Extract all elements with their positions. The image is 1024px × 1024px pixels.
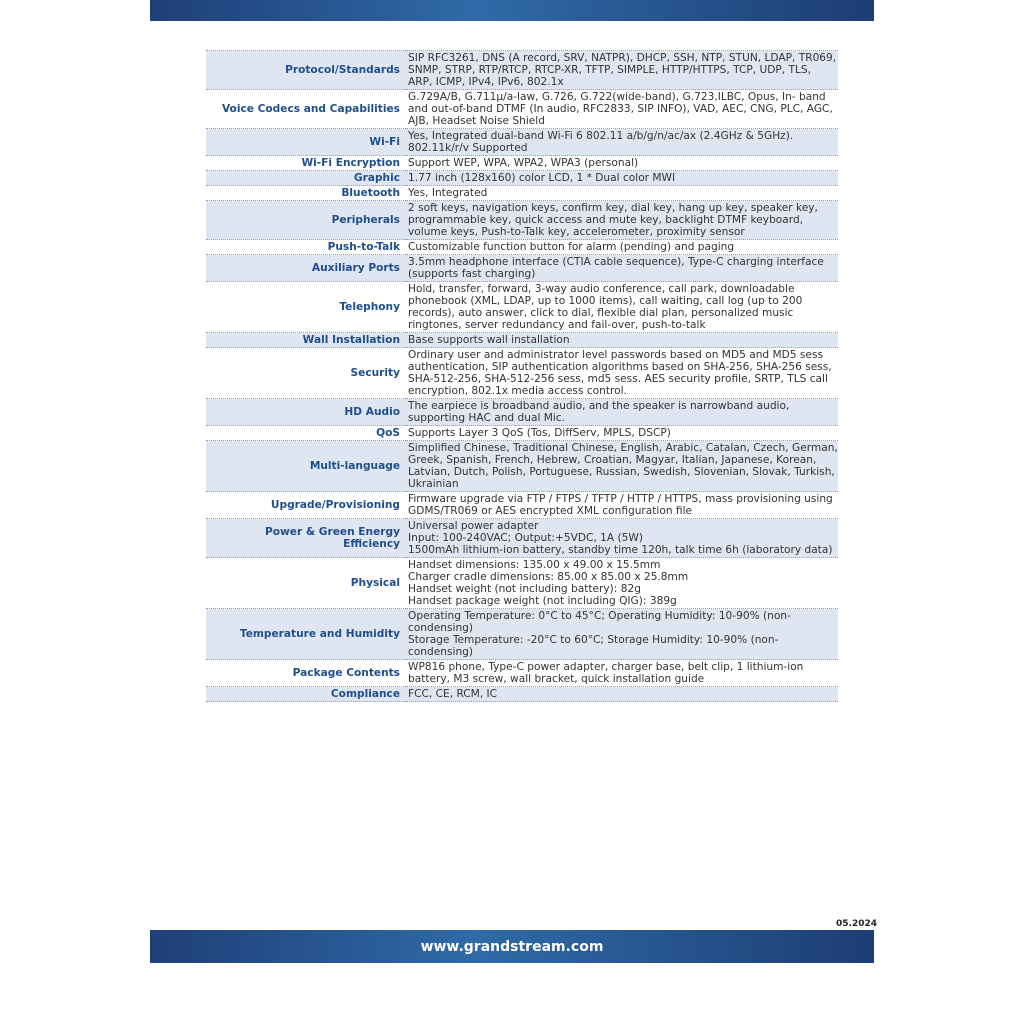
spec-value-push-to-talk: Customizable function button for alarm (pending) and paging [406,240,838,255]
spec-value-qos: Supports Layer 3 QoS (Tos, DiffServ, MPLS, DSCP) [406,426,838,441]
spec-row [206,399,838,426]
spec-value-upgrade-provisioning: Firmware upgrade via FTP / FTPS / TFTP / HTTP / HTTPS, mass provisioning using GDMS/TR069 or AES encrypted XML configuration file [406,492,838,519]
spec-value-bluetooth: Yes, Integrated [406,186,838,201]
spec-row [206,558,838,609]
spec-value-wifi-encryption: Support WEP, WPA, WPA2, WPA3 (personal) [406,156,838,171]
spec-label-peripherals: Peripherals [206,201,406,240]
spec-row [206,201,838,240]
spec-label-push-to-talk: Push-to-Talk [206,240,406,255]
spec-row [206,240,838,255]
spec-label-hd-audio: HD Audio [206,399,406,426]
spec-value-peripherals: 2 soft keys, navigation keys, confirm key, dial key, hang up key, speaker key, programmable key, quick access and mute key, backlight DTMF keyboard, volume keys, Push-to-Talk key, accelerometer, proximity sensor [406,201,838,240]
spec-value-protocol: SIP RFC3261, DNS (A record, SRV, NATPR), DHCP, SSH, NTP, STUN, LDAP, TR069, SNMP, STRP, RTP/RTCP, RTCP-XR, TFTP, SIMPLE, HTTP/HTTPS, TCP, UDP, TLS, ARP, ICMP, IPv4, IPv6, 802.1x [408,52,837,88]
spec-row [206,687,838,702]
spec-row [206,660,838,687]
spec-value-compliance: FCC, CE, RCM, IC [406,687,838,702]
document-date: 05.2024 [836,919,877,929]
spec-label-protocol: Protocol/Standards [206,51,406,90]
spec-value-power: Universal power adapter Input: 100-240VAC; Output:+5VDC, 1A (5W) 1500mAh lithium-ion battery, standby time 120h, talk time 6h (laboratory data) [406,519,838,558]
spec-row [206,255,838,282]
spec-label-compliance: Compliance [206,687,406,702]
footer-banner [150,930,874,963]
spec-value-security: Ordinary user and administrator level passwords based on MD5 and MD5 sess authentication, SIP authentication algorithms based on SHA-256, SHA-256 sess, SHA-512-256, SHA-512-256 sess, md5 sess. AES security profile, SRTP, TLS call encryption, 802.1x media access control. [406,348,838,399]
spec-label-graphic: Graphic [206,171,406,186]
spec-value-temperature-humidity: Operating Temperature: 0°C to 45°C; Operating Humidity: 10-90% (non-condensing) Storage Temperature: -20°C to 60°C; Storage Humidity: 10-90% (non-condensing) [406,609,838,660]
spec-value-hd-audio: The earpiece is broadband audio, and the speaker is narrowband audio, supporting HAC and dual Mic. [406,399,838,426]
spec-label-wall-installation: Wall Installation [206,333,406,348]
spec-value-auxiliary-ports: 3.5mm headphone interface (CTIA cable sequence), Type-C charging interface (supports fast charging) [406,255,838,282]
spec-row [206,51,838,90]
spec-row [206,282,838,333]
spec-row [206,171,838,186]
spec-row [206,426,838,441]
spec-row [206,186,838,201]
spec-label-voice-codecs: Voice Codecs and Capabilities [206,90,406,129]
spec-row [206,492,838,519]
spec-row [206,609,838,660]
spec-row [206,519,838,558]
spec-label-package-contents: Package Contents [206,660,406,687]
spec-label-bluetooth: Bluetooth [206,186,406,201]
header-banner [150,0,874,21]
spec-value-graphic: 1.77 inch (128x160) color LCD, 1 * Dual color MWI [406,171,838,186]
spec-table [206,50,838,702]
spec-value-package-contents: WP816 phone, Type-C power adapter, charger base, belt clip, 1 lithium-ion battery, M3 screw, wall bracket, quick installation guide [406,660,838,687]
spec-label-multi-language: Multi-language [206,441,406,492]
spec-row [206,156,838,171]
spec-value-voice-codecs: G.729A/B, G.711µ/a-law, G.726, G.722(wide-band), G.723,ILBC, Opus, In- band and out-of-band DTMF (In audio, RFC2833, SIP INFO), VAD, AEC, CNG, PLC, AGC, AJB, Headset Noise Shield [406,90,838,129]
spec-label-physical: Physical [206,558,406,609]
spec-value-wall-installation: Base supports wall installation [406,333,838,348]
spec-row [206,129,838,156]
spec-label-wifi: Wi-Fi [206,129,406,156]
spec-label-qos: QoS [206,426,406,441]
spec-row [206,441,838,492]
spec-value-physical: Handset dimensions: 135.00 x 49.00 x 15.5mm Charger cradle dimensions: 85.00 x 85.00 x 25.8mm Handset weight (not including battery): 82g Handset package weight (not including QIG): 389g [406,558,838,609]
spec-label-telephony: Telephony [206,282,406,333]
spec-value-telephony: Hold, transfer, forward, 3-way audio conference, call park, downloadable phonebook (XML, LDAP, up to 1000 items), call waiting, call log (up to 200 records), auto answer, click to dial, flexible dial plan, personalized music ringtones, server redundancy and fail-over, push-to-talk [406,282,838,333]
spec-value-multi-language: Simplified Chinese, Traditional Chinese, English, Arabic, Catalan, Czech, German, Greek, Spanish, French, Hebrew, Croatian, Magyar, Italian, Japanese, Korean, Latvian, Dutch, Polish, Portuguese, Russian, Swedish, Slovenian, Slovak, Turkish, Ukrainian [408,442,838,490]
spec-row [206,333,838,348]
spec-label-upgrade-provisioning: Upgrade/Provisioning [206,492,406,519]
spec-label-temperature-humidity: Temperature and Humidity [206,609,406,660]
spec-label-power: Power & Green Energy Efficiency [206,519,406,558]
spec-row [206,348,838,399]
website-link[interactable]: www.grandstream.com [420,938,604,955]
spec-label-auxiliary-ports: Auxiliary Ports [206,255,406,282]
spec-label-security: Security [206,348,406,399]
spec-label-wifi-encryption: Wi-Fi Encryption [206,156,406,171]
spec-row [206,90,838,129]
spec-value-wifi: Yes, Integrated dual-band Wi-Fi 6 802.11 a/b/g/n/ac/ax (2.4GHz & 5GHz). 802.11k/r/v Supported [406,129,838,156]
